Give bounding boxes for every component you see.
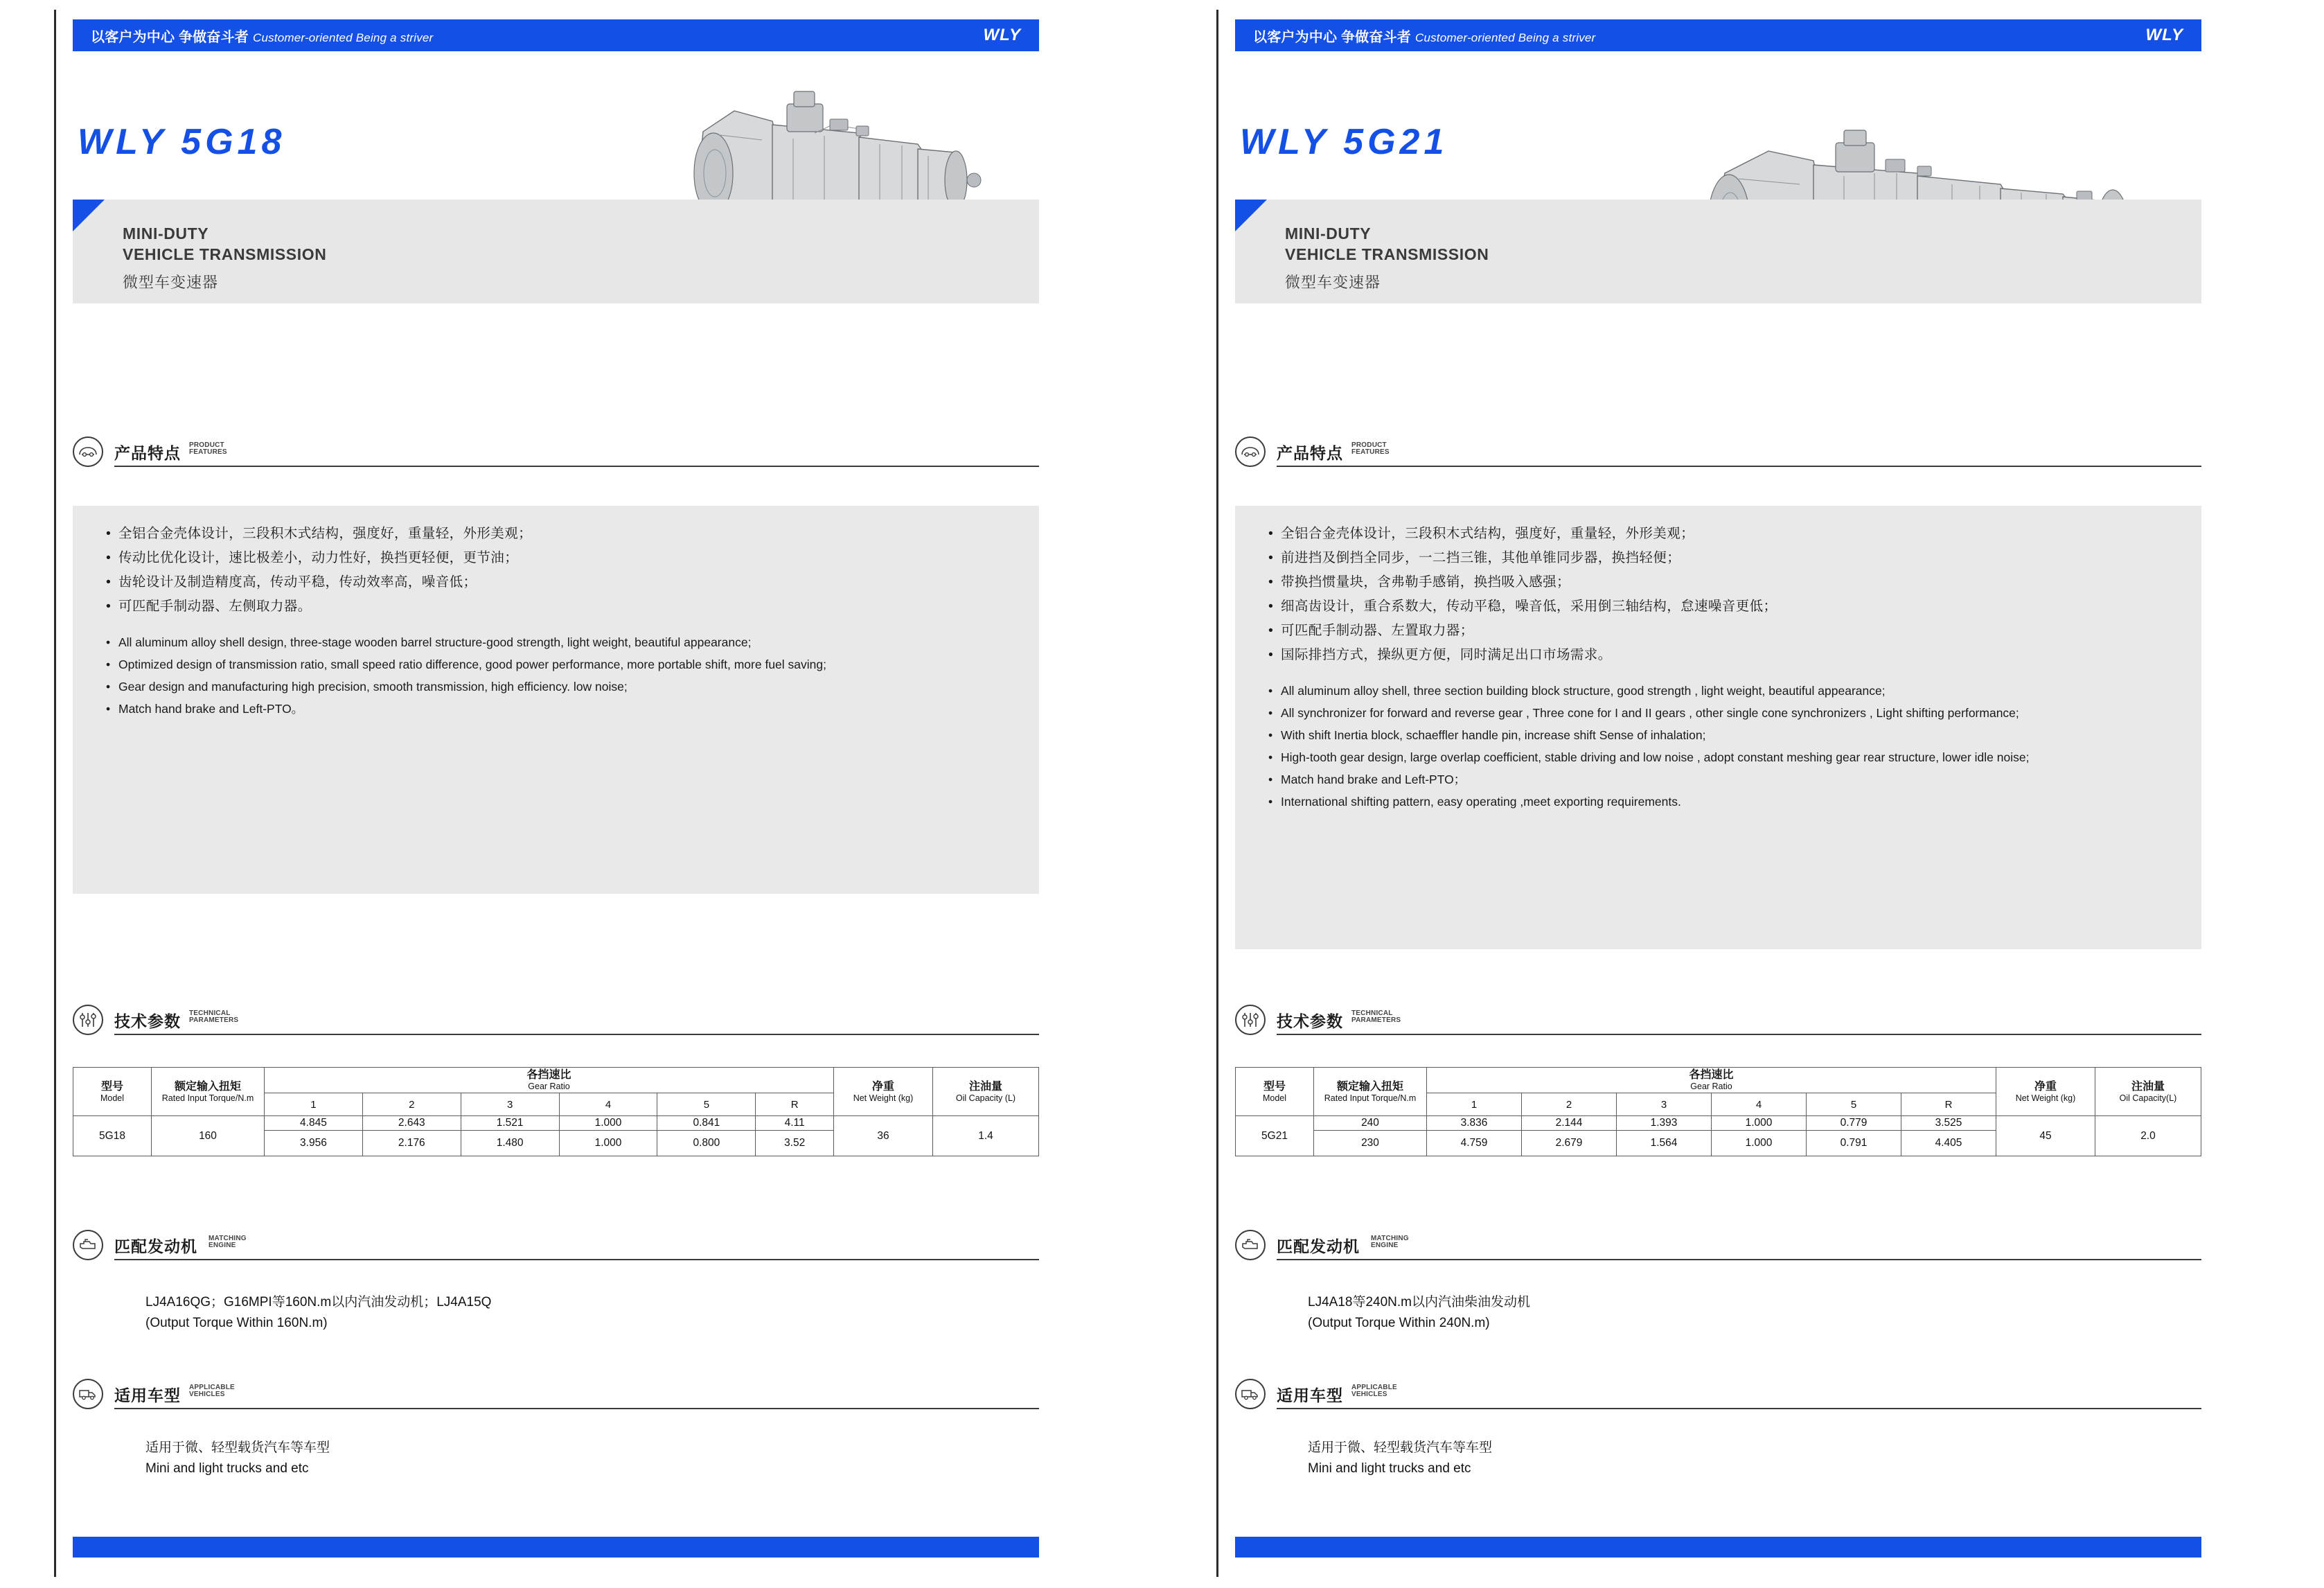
top-banner xyxy=(1235,19,2201,51)
page-right-edge-rule xyxy=(1216,10,1218,1577)
truck-icon xyxy=(73,1379,103,1409)
features-list-cn xyxy=(1267,524,2174,664)
bottom-bar xyxy=(1235,1537,2201,1558)
cell-ratio: 0.841 xyxy=(657,1116,756,1131)
page-right-bottom-rule xyxy=(1216,1528,1218,1567)
vehicles-text xyxy=(145,1438,330,1479)
banner-slogan-en: Customer-oriented Being a striver xyxy=(252,30,434,44)
th-model-cn: 型号 xyxy=(1263,1080,1286,1093)
features-title-en xyxy=(189,442,227,456)
th-weight-en: Net Weight (kg) xyxy=(2015,1093,2076,1103)
banner-slogan-cn: 以客户为中心 争做奋斗者 xyxy=(91,29,249,45)
cell-ratio: 1.393 xyxy=(1617,1116,1712,1131)
params-title-en-l1: TECHNICAL xyxy=(189,1009,231,1017)
cell-weight: 36 xyxy=(834,1116,933,1156)
cell-ratio: 3.956 xyxy=(265,1131,363,1156)
cell-ratio: 2.176 xyxy=(362,1131,461,1156)
feature-item-en: • With shift Inertia block, schaeffler handle pin, increase shift Sense of inhalation; xyxy=(1267,727,2174,744)
feature-item-en: • High-tooth gear design, large overlap coefficient, stable driving and low noise , adopt constant meshing gear rear structure, lower idle noise; xyxy=(1267,749,2174,766)
th-oil-en: Oil Capacity(L) xyxy=(2119,1093,2177,1103)
th-torque xyxy=(1314,1068,1427,1116)
features-title-cn: 产品特点 xyxy=(114,444,181,462)
page-title: WLY 5G18 xyxy=(78,122,286,162)
vehicles-title-en xyxy=(1351,1384,1397,1398)
vehicles-rule xyxy=(1277,1408,2201,1409)
cell-ratio: 1.521 xyxy=(461,1116,559,1131)
vehicles-title-en-l1: APPLICABLE xyxy=(1351,1384,1397,1391)
cell-ratio: 1.000 xyxy=(559,1131,657,1156)
feature-item: • 可匹配手制动器、左侧取力器。 xyxy=(105,597,1011,616)
vehicles-title-en-l2: VEHICLES xyxy=(1351,1391,1387,1398)
feature-item: • 全铝合金壳体设计，三段积木式结构，强度好，重量轻，外形美观； xyxy=(105,524,1011,543)
params-title-en-l2: PARAMETERS xyxy=(1351,1016,1401,1024)
table-row xyxy=(1236,1116,2201,1131)
cell-weight: 45 xyxy=(1996,1116,2095,1156)
engine-icon xyxy=(1235,1230,1266,1260)
th-weight xyxy=(1996,1068,2095,1116)
th-torque-en: Rated Input Torque/N.m xyxy=(161,1093,254,1103)
feature-item-en: • All aluminum alloy shell, three section building block structure, good strength , light weight, beautiful appearance; xyxy=(1267,682,2174,700)
cell-ratio: 0.779 xyxy=(1807,1116,1901,1131)
spec-table xyxy=(1235,1067,2201,1156)
cell-ratio: 4.845 xyxy=(265,1116,363,1131)
th-model-en: Model xyxy=(100,1093,125,1103)
vehicles-title-cn: 适用车型 xyxy=(1277,1386,1343,1404)
feature-item-en: • Optimized design of transmission ratio, small speed ratio difference, good power performance, more portable shift, more fuel saving; xyxy=(105,656,1011,673)
vehicles-title-en xyxy=(189,1384,235,1398)
th-torque-en: Rated Input Torque/N.m xyxy=(1324,1093,1417,1103)
th-weight-cn: 净重 xyxy=(2034,1080,2057,1093)
features-rule xyxy=(1277,466,2201,467)
params-title-en-l2: PARAMETERS xyxy=(189,1016,239,1024)
th-oil xyxy=(933,1068,1039,1116)
engine-rule xyxy=(114,1259,1039,1260)
table-header-row-1 xyxy=(1236,1068,2201,1093)
cell-ratio: 0.791 xyxy=(1807,1131,1901,1156)
features-rule xyxy=(114,466,1039,467)
banner-slogan-cn: 以客户为中心 争做奋斗者 xyxy=(1253,29,1411,45)
cell-model: 5G18 xyxy=(73,1116,152,1156)
th-gear-r: R xyxy=(756,1093,834,1116)
th-weight xyxy=(834,1068,933,1116)
feature-item: • 前进挡及倒挡全同步，一二挡三锥，其他单锥同步器，换挡轻便； xyxy=(1267,548,2174,567)
category-band xyxy=(73,200,1039,303)
cell-oil: 1.4 xyxy=(933,1116,1039,1156)
vehicles-text xyxy=(1308,1438,1492,1479)
th-gear-4: 4 xyxy=(1712,1093,1807,1116)
th-gear-1: 1 xyxy=(1427,1093,1522,1116)
band-corner-accent xyxy=(1235,200,1267,231)
th-oil-cn: 注油量 xyxy=(2131,1080,2165,1093)
features-title-en xyxy=(1351,442,1390,456)
parameters-icon xyxy=(1235,1005,1266,1035)
feature-item: • 带换挡惯量块，含弗勒手感销，换挡吸入感强； xyxy=(1267,572,2174,592)
engine-title-en-l1: MATCHING xyxy=(209,1235,247,1242)
banner-slogan-en: Customer-oriented Being a striver xyxy=(1414,30,1596,44)
cell-model: 5G21 xyxy=(1236,1116,1314,1156)
th-model-en: Model xyxy=(1262,1093,1287,1103)
feature-item-en: • All synchronizer for forward and reverse gear , Three cone for I and II gears , other single cone synchronizers , Light shifting performance; xyxy=(1267,705,2174,722)
th-weight-cn: 净重 xyxy=(871,1080,894,1093)
feature-item-en: • All aluminum alloy shell design, three-stage wooden barrel structure-good strength, light weight, beautiful appearance; xyxy=(105,634,1011,651)
feature-item: • 齿轮设计及制造精度高，传动平稳，传动效率高，噪音低； xyxy=(105,572,1011,592)
page-right xyxy=(1162,0,2324,1588)
top-banner xyxy=(73,19,1039,51)
features-list-en xyxy=(1267,682,2174,811)
engine-text xyxy=(145,1292,491,1334)
engine-text-line1: LJ4A16QG；G16MPI等160N.m以内汽油发动机；LJ4A15Q xyxy=(145,1295,492,1309)
th-ratio xyxy=(1427,1068,1996,1093)
band-en-line2: VEHICLE TRANSMISSION xyxy=(123,245,327,263)
vehicles-title-en-l2: VEHICLES xyxy=(189,1391,225,1398)
engine-title-en-l2: ENGINE xyxy=(209,1242,236,1249)
cell-ratio: 2.679 xyxy=(1522,1131,1617,1156)
th-gear-5: 5 xyxy=(1807,1093,1901,1116)
band-en-line1: MINI-DUTY xyxy=(123,224,209,242)
bottom-bar xyxy=(73,1537,1039,1558)
cell-ratio: 3.52 xyxy=(756,1131,834,1156)
band-cn: 微型车变速器 xyxy=(1285,274,1381,291)
th-gear-2: 2 xyxy=(362,1093,461,1116)
cell-torque: 240 xyxy=(1314,1116,1427,1131)
feature-item: • 全铝合金壳体设计，三段积木式结构，强度好，重量轻，外形美观； xyxy=(1267,524,2174,543)
cell-ratio: 0.800 xyxy=(657,1131,756,1156)
cell-ratio: 1.000 xyxy=(559,1116,657,1131)
th-oil-en: Oil Capacity (L) xyxy=(955,1093,1016,1103)
cell-torque: 160 xyxy=(152,1116,265,1156)
th-weight-en: Net Weight (kg) xyxy=(853,1093,914,1103)
params-title-en-l1: TECHNICAL xyxy=(1351,1009,1393,1017)
features-icon xyxy=(1235,436,1266,467)
params-title-en xyxy=(1351,1010,1401,1024)
th-model-cn: 型号 xyxy=(100,1080,123,1093)
th-torque-cn: 额定输入扭矩 xyxy=(1336,1080,1403,1093)
features-box xyxy=(1235,506,2201,949)
cell-ratio: 1.000 xyxy=(1712,1131,1807,1156)
parameters-icon xyxy=(73,1005,103,1035)
vehicles-title-cn: 适用车型 xyxy=(114,1386,181,1404)
category-band xyxy=(1235,200,2201,303)
banner-slogan xyxy=(91,26,433,46)
features-title-en-l2: FEATURES xyxy=(189,448,227,456)
band-en-line1: MINI-DUTY xyxy=(1285,224,1372,242)
engine-title-en xyxy=(1371,1235,1409,1249)
features-title-en-l2: FEATURES xyxy=(1351,448,1390,456)
engine-title-en xyxy=(209,1235,247,1249)
feature-item: • 细高齿设计，重合系数大，传动平稳，噪音低，采用倒三轴结构，怠速噪音更低； xyxy=(1267,597,2174,616)
feature-item-en: • International shifting pattern, easy operating ,meet exporting requirements. xyxy=(1267,793,2174,811)
cell-ratio: 4.405 xyxy=(1901,1131,1996,1156)
features-icon xyxy=(73,436,103,467)
features-box xyxy=(73,506,1039,894)
page-left-edge-rule xyxy=(54,10,56,1577)
table-row xyxy=(73,1116,1039,1131)
engine-text xyxy=(1308,1292,1530,1334)
banner-slogan xyxy=(1253,26,1595,46)
cell-ratio: 1.564 xyxy=(1617,1131,1712,1156)
params-title-cn: 技术参数 xyxy=(114,1012,181,1030)
page-left-bottom-rule xyxy=(54,1528,56,1567)
engine-title-en-l2: ENGINE xyxy=(1371,1242,1399,1249)
feature-item: • 传动比优化设计，速比极差小，动力性好，换挡更轻便，更节油； xyxy=(105,548,1011,567)
engine-text-line1: LJ4A18等240N.m以内汽油柴油发动机 xyxy=(1308,1295,1530,1309)
engine-title-cn: 匹配发动机 xyxy=(1277,1237,1360,1255)
th-ratio-en: Gear Ratio xyxy=(528,1082,570,1091)
params-rule xyxy=(114,1034,1039,1035)
band-cn: 微型车变速器 xyxy=(123,274,219,291)
page-title: WLY 5G21 xyxy=(1240,122,1448,162)
cell-ratio: 2.144 xyxy=(1522,1116,1617,1131)
engine-text-line2: (Output Torque Within 160N.m) xyxy=(145,1316,328,1330)
vehicles-rule xyxy=(114,1408,1039,1409)
th-torque-cn: 额定输入扭矩 xyxy=(174,1080,241,1093)
cell-ratio: 3.525 xyxy=(1901,1116,1996,1131)
th-oil xyxy=(2095,1068,2201,1116)
engine-text-line2: (Output Torque Within 240N.m) xyxy=(1308,1316,1490,1330)
cell-ratio: 4.11 xyxy=(756,1116,834,1131)
cell-ratio: 1.000 xyxy=(1712,1116,1807,1131)
cell-torque: 230 xyxy=(1314,1131,1427,1156)
cell-ratio: 4.759 xyxy=(1427,1131,1522,1156)
th-gear-3: 3 xyxy=(1617,1093,1712,1116)
params-title-en xyxy=(189,1010,238,1024)
spec-table xyxy=(73,1067,1039,1156)
features-title-cn: 产品特点 xyxy=(1277,444,1343,462)
brand-logo: WLY xyxy=(2145,26,2183,44)
vehicles-title-en-l1: APPLICABLE xyxy=(189,1384,235,1391)
engine-title-en-l1: MATCHING xyxy=(1371,1235,1409,1242)
th-gear-2: 2 xyxy=(1522,1093,1617,1116)
brand-logo: WLY xyxy=(983,26,1021,44)
vehicles-text-line2: Mini and light trucks and etc xyxy=(1308,1461,1471,1476)
engine-icon xyxy=(73,1230,103,1260)
table-header-row-1 xyxy=(73,1068,1039,1093)
band-en-line2: VEHICLE TRANSMISSION xyxy=(1285,245,1489,263)
feature-item: • 国际排挡方式，操纵更方便，同时满足出口市场需求。 xyxy=(1267,645,2174,664)
params-title-cn: 技术参数 xyxy=(1277,1012,1343,1030)
th-gear-1: 1 xyxy=(265,1093,363,1116)
th-model xyxy=(1236,1068,1314,1116)
cell-ratio: 2.643 xyxy=(362,1116,461,1131)
cell-ratio: 3.836 xyxy=(1427,1116,1522,1131)
features-list-en xyxy=(105,634,1011,718)
th-ratio xyxy=(265,1068,834,1093)
th-gear-5: 5 xyxy=(657,1093,756,1116)
features-list-cn xyxy=(105,524,1011,616)
th-ratio-en: Gear Ratio xyxy=(1690,1082,1732,1091)
th-gear-4: 4 xyxy=(559,1093,657,1116)
engine-title-cn: 匹配发动机 xyxy=(114,1237,197,1255)
th-model xyxy=(73,1068,152,1116)
cell-oil: 2.0 xyxy=(2095,1116,2201,1156)
th-gear-3: 3 xyxy=(461,1093,559,1116)
th-ratio-cn: 各挡速比 xyxy=(526,1069,571,1081)
th-gear-r: R xyxy=(1901,1093,1996,1116)
band-corner-accent xyxy=(73,200,105,231)
feature-item-en: • Match hand brake and Left-PTO。 xyxy=(105,700,1011,718)
th-ratio-cn: 各挡速比 xyxy=(1689,1069,1734,1081)
cell-ratio: 1.480 xyxy=(461,1131,559,1156)
vehicles-text-line1: 适用于微、轻型载货汽车等车型 xyxy=(145,1440,330,1455)
vehicles-text-line2: Mini and light trucks and etc xyxy=(145,1461,309,1476)
feature-item-en: • Gear design and manufacturing high precision, smooth transmission, high efficiency. low noise; xyxy=(105,678,1011,696)
truck-icon xyxy=(1235,1379,1266,1409)
feature-item-en: • Match hand brake and Left-PTO； xyxy=(1267,771,2174,788)
features-title-en-l1: PRODUCT xyxy=(189,441,224,449)
features-title-en-l1: PRODUCT xyxy=(1351,441,1387,449)
th-oil-cn: 注油量 xyxy=(968,1080,1002,1093)
params-rule xyxy=(1277,1034,2201,1035)
th-torque xyxy=(152,1068,265,1116)
vehicles-text-line1: 适用于微、轻型载货汽车等车型 xyxy=(1308,1440,1493,1455)
feature-item: • 可匹配手制动器、左置取力器； xyxy=(1267,621,2174,640)
engine-rule xyxy=(1277,1259,2201,1260)
